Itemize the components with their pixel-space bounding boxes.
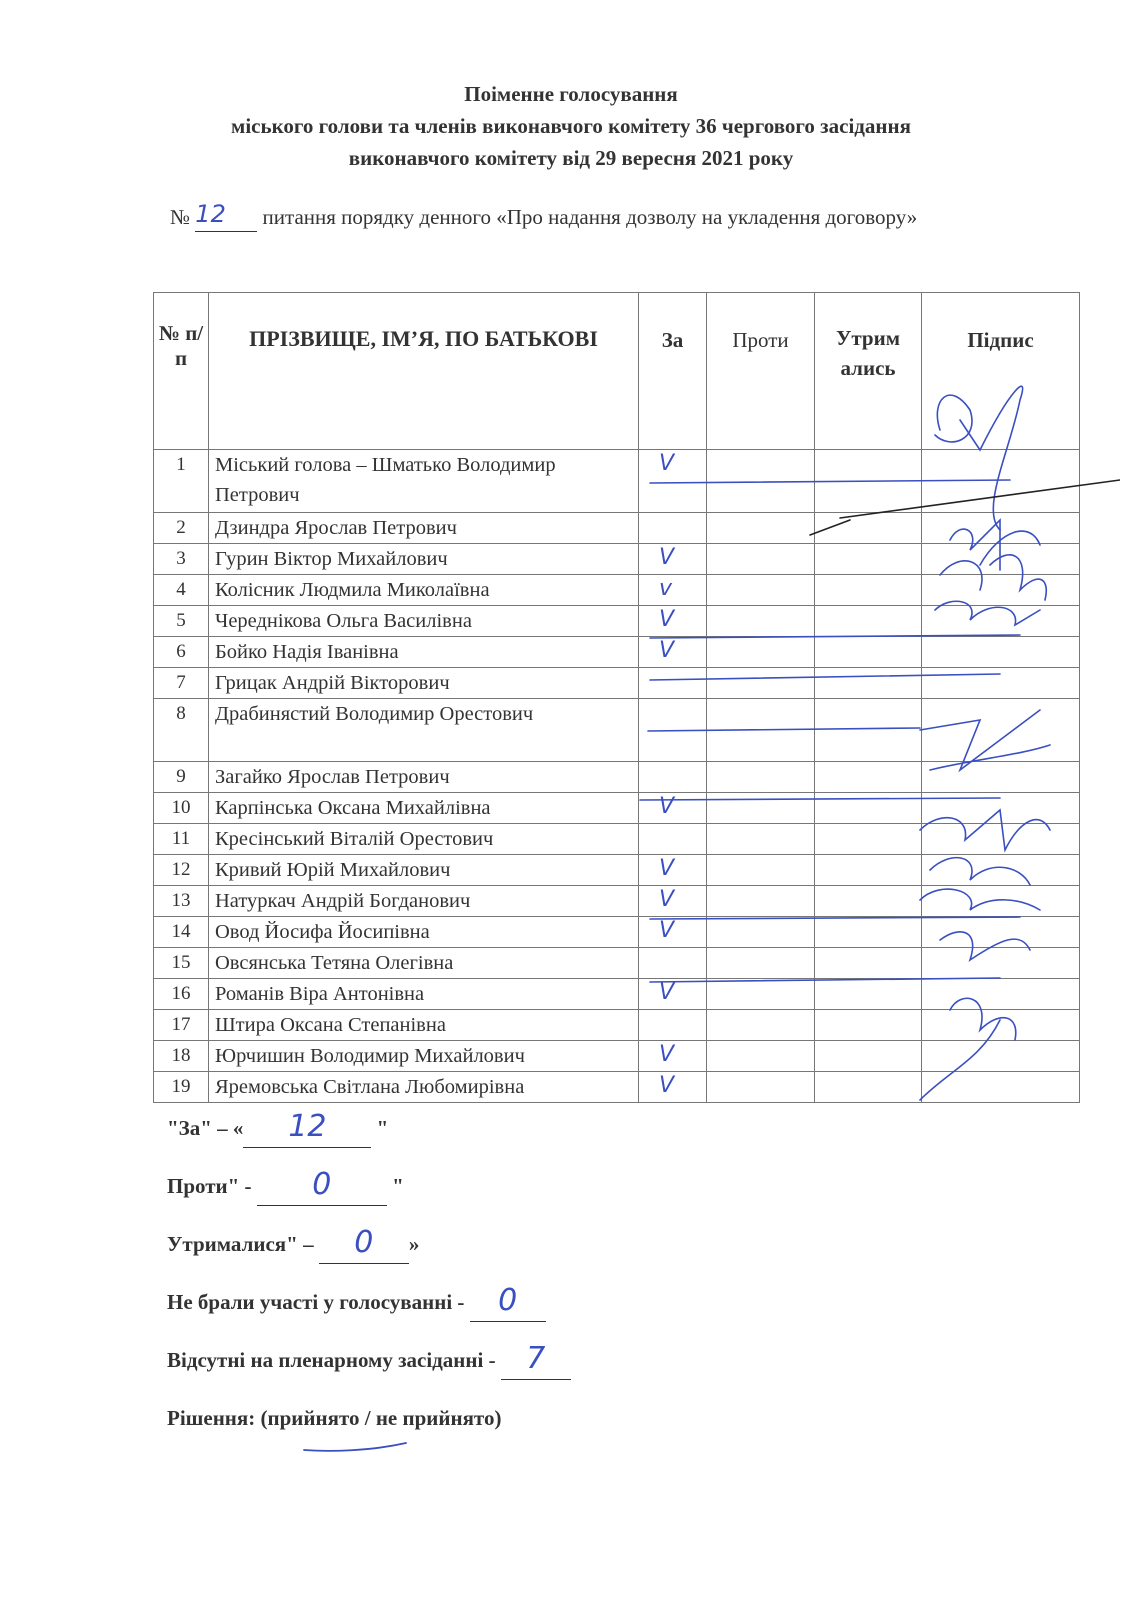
dash-row-17 (650, 978, 1000, 982)
checkmark: V (659, 1042, 675, 1067)
row-number: 2 (154, 513, 209, 544)
title-line-3: виконавчого комітету від 29 вересня 2021 року (348, 146, 794, 170)
member-name: Міський голова – Шматько Володимир Петрович (209, 450, 639, 513)
checkmark: V (659, 856, 675, 881)
member-name: Овсянська Тетяна Олегівна (209, 948, 639, 979)
document-title (0, 78, 1142, 174)
checkmark: V (659, 545, 675, 570)
checkmark: V (659, 980, 675, 1005)
member-name: Бойко Надія Іванівна (209, 637, 639, 668)
member-name: Яремовська Світлана Любомирівна (209, 1072, 639, 1103)
signature-5 (940, 555, 1046, 600)
signature-3 (950, 520, 1040, 570)
handwritten-marks (620, 370, 1120, 1130)
totals-ne-braly: Не брали участі у голосуванні - 0 (167, 1282, 867, 1340)
member-name: Грицак Андрій Вікторович (209, 668, 639, 699)
member-name: Колісник Людмила Миколаївна (209, 575, 639, 606)
agenda-question (170, 202, 1070, 232)
member-name: Гурин Віктор Михайлович (209, 544, 639, 575)
signature-13 (930, 858, 1030, 885)
header-name: ПРІЗВИЩЕ, ІМ’Я, ПО БАТЬКОВІ (209, 293, 639, 450)
totals-rishennia: Рішення: (прийнято / не прийнято) (167, 1406, 502, 1430)
decision-underline-mark (300, 1440, 410, 1454)
signature-10 (920, 710, 1050, 770)
totals-ne-braly-value: 0 (498, 1283, 518, 1318)
member-name: Кресінський Віталій Орестович (209, 824, 639, 855)
signature-18 (920, 998, 1016, 1100)
row-number: 18 (154, 1041, 209, 1072)
dash-row-2 (650, 480, 1010, 483)
checkmark: V (659, 794, 675, 819)
checkmark: V (659, 887, 675, 912)
member-name: Кривий Юрій Михайлович (209, 855, 639, 886)
header-utrym: Утрим ались (815, 293, 922, 450)
dash-row-15 (650, 917, 1020, 919)
row-number: 16 (154, 979, 209, 1010)
row-number: 14 (154, 917, 209, 948)
signature-14 (920, 889, 1040, 910)
header-za: За (639, 293, 707, 450)
signature-6 (935, 601, 1040, 625)
row-number: 9 (154, 762, 209, 793)
totals-proty-value: 0 (312, 1167, 332, 1202)
dash-row-7 (650, 635, 1020, 638)
vote-totals (167, 1108, 867, 1456)
checkmark: V (659, 451, 675, 476)
member-name: Карпінська Оксана Михайлівна (209, 793, 639, 824)
signature-1 (935, 386, 1023, 530)
dash-row-8 (650, 674, 1000, 680)
row-number: 4 (154, 575, 209, 606)
member-name: Драбинястий Володимир Орестович (209, 699, 639, 762)
row-number: 7 (154, 668, 209, 699)
signature-12 (920, 810, 1050, 850)
signature-16 (940, 932, 1030, 960)
question-prefix: № (170, 205, 191, 229)
question-text: питання порядку денного «Про надання дозволу на укладення договору» (262, 205, 918, 229)
title-line-1: Поіменне голосування (464, 82, 678, 106)
row-number: 1 (154, 450, 209, 513)
dash-row-11 (640, 798, 1000, 800)
row-number: 15 (154, 948, 209, 979)
totals-utrym-value: 0 (354, 1225, 374, 1260)
row-number: 13 (154, 886, 209, 917)
dash-row-9 (648, 728, 920, 731)
row-number: 5 (154, 606, 209, 637)
totals-vidsutni-value: 7 (526, 1341, 546, 1376)
member-name: Череднікова Ольга Василівна (209, 606, 639, 637)
member-name: Романів Віра Антонівна (209, 979, 639, 1010)
question-number: 12 (195, 200, 226, 228)
header-num: № п/п (154, 293, 209, 450)
member-name: Натуркач Андрій Богданович (209, 886, 639, 917)
totals-za-value: 12 (288, 1109, 327, 1144)
totals-utrym: Утрималися" – 0 » (167, 1224, 867, 1282)
totals-za: "За" – « 12 " (167, 1108, 867, 1166)
member-name: Юрчишин Володимир Михайлович (209, 1041, 639, 1072)
checkmark: V (659, 918, 675, 943)
member-name: Овод Йосифа Йосипівна (209, 917, 639, 948)
totals-proty: Проти" - 0 " (167, 1166, 867, 1224)
member-name: Дзиндра Ярослав Петрович (209, 513, 639, 544)
header-pidpys: Підпис (922, 293, 1080, 450)
checkmark: v (659, 576, 673, 601)
member-name: Загайко Ярослав Петрович (209, 762, 639, 793)
row-number: 19 (154, 1072, 209, 1103)
row-number: 17 (154, 1010, 209, 1041)
row-number: 12 (154, 855, 209, 886)
checkmark: V (659, 607, 675, 632)
row-number: 8 (154, 699, 209, 762)
checkmark: V (659, 638, 675, 663)
member-name: Штира Оксана Степанівна (209, 1010, 639, 1041)
totals-vidsutni: Відсутні на пленарному засіданні - 7 (167, 1340, 867, 1398)
row-number: 3 (154, 544, 209, 575)
checkmark: V (659, 1073, 675, 1098)
row-number: 10 (154, 793, 209, 824)
row-number: 11 (154, 824, 209, 855)
signature-2 (810, 480, 1120, 535)
title-line-2: міського голови та членів виконавчого комітету 36 чергового засідання (231, 114, 911, 138)
question-number-blank (195, 200, 257, 232)
header-proty: Проти (707, 293, 815, 450)
row-number: 6 (154, 637, 209, 668)
